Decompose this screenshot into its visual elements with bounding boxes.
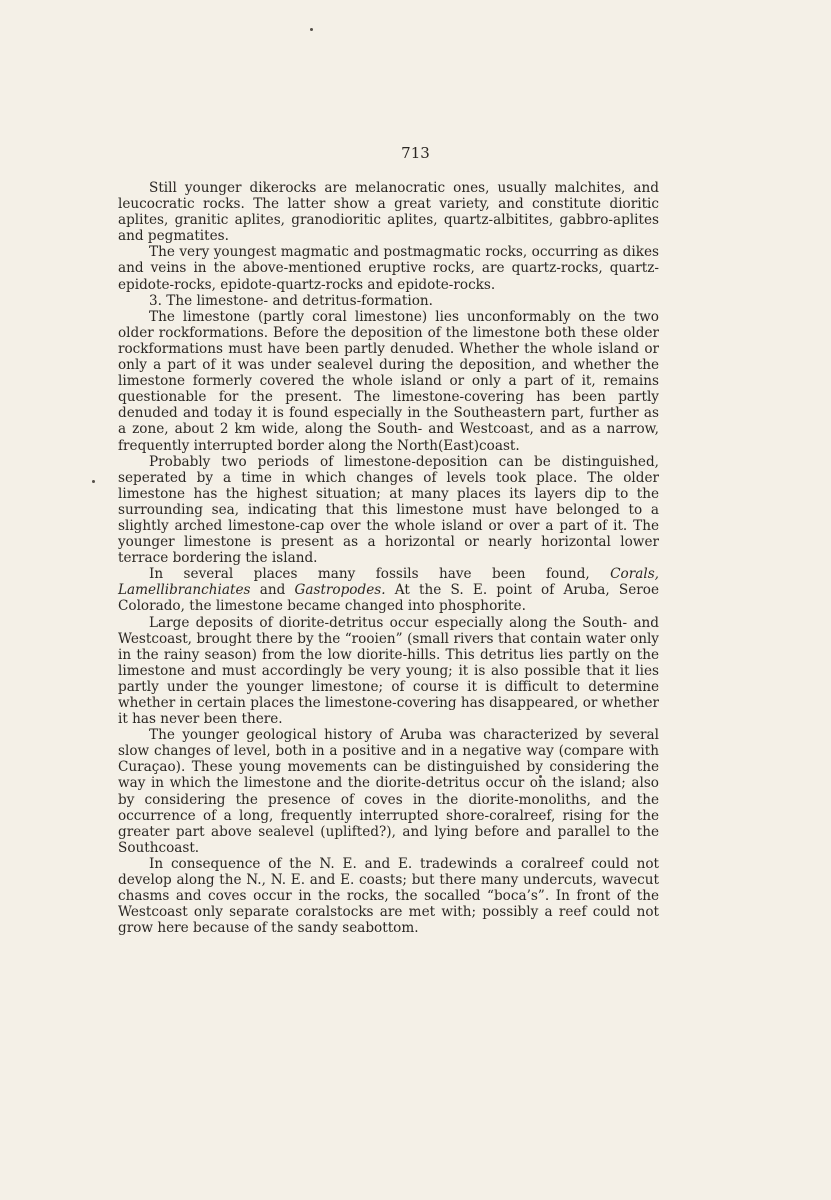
fossils-italic-b: Gastropodes. (294, 582, 386, 599)
paragraph-tradewinds: In consequence of the N. E. and E. tradewinds a coralreef could not develop along the N., N. E. and E. coasts; but there many undercuts, wavecut chasms and coves occur in the rocks, the socalled “boca’s”. In front of the Westcoast only separate coralstocks are met with; possibly a reef could not grow here because of the sandy seabottom. (118, 855, 659, 937)
speck-mark (92, 480, 95, 483)
paragraph-fossils (118, 566, 659, 614)
page-number: 713 (401, 144, 430, 162)
paragraph-detritus: Large deposits of diorite-detritus occur especially along the South- and Westcoast, brought there by the “rooien” (small rivers that contain water only in the rainy season) from the low diorite-hills. This detritus lies partly on the limestone and must accordingly be very young; it is also possible that it lies partly under the younger limestone; of course it is difficult to determine whether in certain places the limestone-covering has disappeared, or whether it has never been there. (118, 614, 659, 728)
paragraph-youngest-rocks: The very youngest magmatic and postmagmatic rocks, occurring as dikes and veins in the above-mentioned eruptive rocks, are quartz-rocks, quartz-epidote-rocks, epidote-quartz-rocks and epidote-rocks. (118, 244, 659, 293)
body-text (118, 180, 659, 936)
section-heading: 3. The limestone- and detritus-formation. (149, 292, 433, 309)
paragraph-limestone: The limestone (partly coral limestone) lies unconformably on the two older rockformations. Before the deposition of the limestone both these older rockformations must have been partly denuded. Whether the whole island or only a part of it was under sealevel during the deposition, and whether the limestone formerly covered the whole island or only a part of it, remains questionable for the present. The limestone-covering has been partly denuded and today it is found especially in the Southeastern part, further as a zone, about 2 km wide, along the South- and Westcoast, and as a narrow, frequently interrupted border along the North(East)coast. (118, 308, 659, 454)
paragraph-deposition-periods: Probably two periods of limestone-deposition can be distinguished, seperated by a time in which changes of levels took place. The older limestone has the highest situation; at many places its layers dip to the surrounding sea, indicating that this limestone must have belonged to a slightly arched limestone-cap over the whole island or over a part of it. The younger limestone is present as a horizontal or nearly horizontal lower terrace bordering the island. (118, 453, 659, 567)
paragraph-dikerocks: Still younger dikerocks are melanocratic ones, usually malchites, and leucocratic rocks. The latter show a great variety, and constitute dioritic aplites, granitic aplites, granodioritic aplites, quartz-albitites, gabbro-aplites and pegmatites. (118, 180, 659, 245)
fossils-italic-a: Corals, Lamellibranchiates (118, 566, 659, 599)
fossils-text-a: In several places many fossils have been found, (149, 566, 590, 583)
fossils-text-b: At the S. E. point of Aruba, Seroe Colorado, the limestone became changed into phosphorite. (118, 582, 659, 615)
fossils-text-and: and (259, 582, 286, 599)
paragraph-geological-history: The younger geological history of Aruba was characterized by several slow changes of level, both in a positive and in a negative way (compare with Curaçao). These young movements can be distinguished by considering the way in which the limestone and the diorite-detritus occur on the island; also by considering the presence of coves in the diorite-monoliths, and the occurrence of a long, frequently interrupted shore-coralreef, rising for the greater part above sealevel (uplifted?), and lying before and parallel to the Southcoast. (118, 727, 659, 856)
speck-mark (310, 28, 313, 31)
